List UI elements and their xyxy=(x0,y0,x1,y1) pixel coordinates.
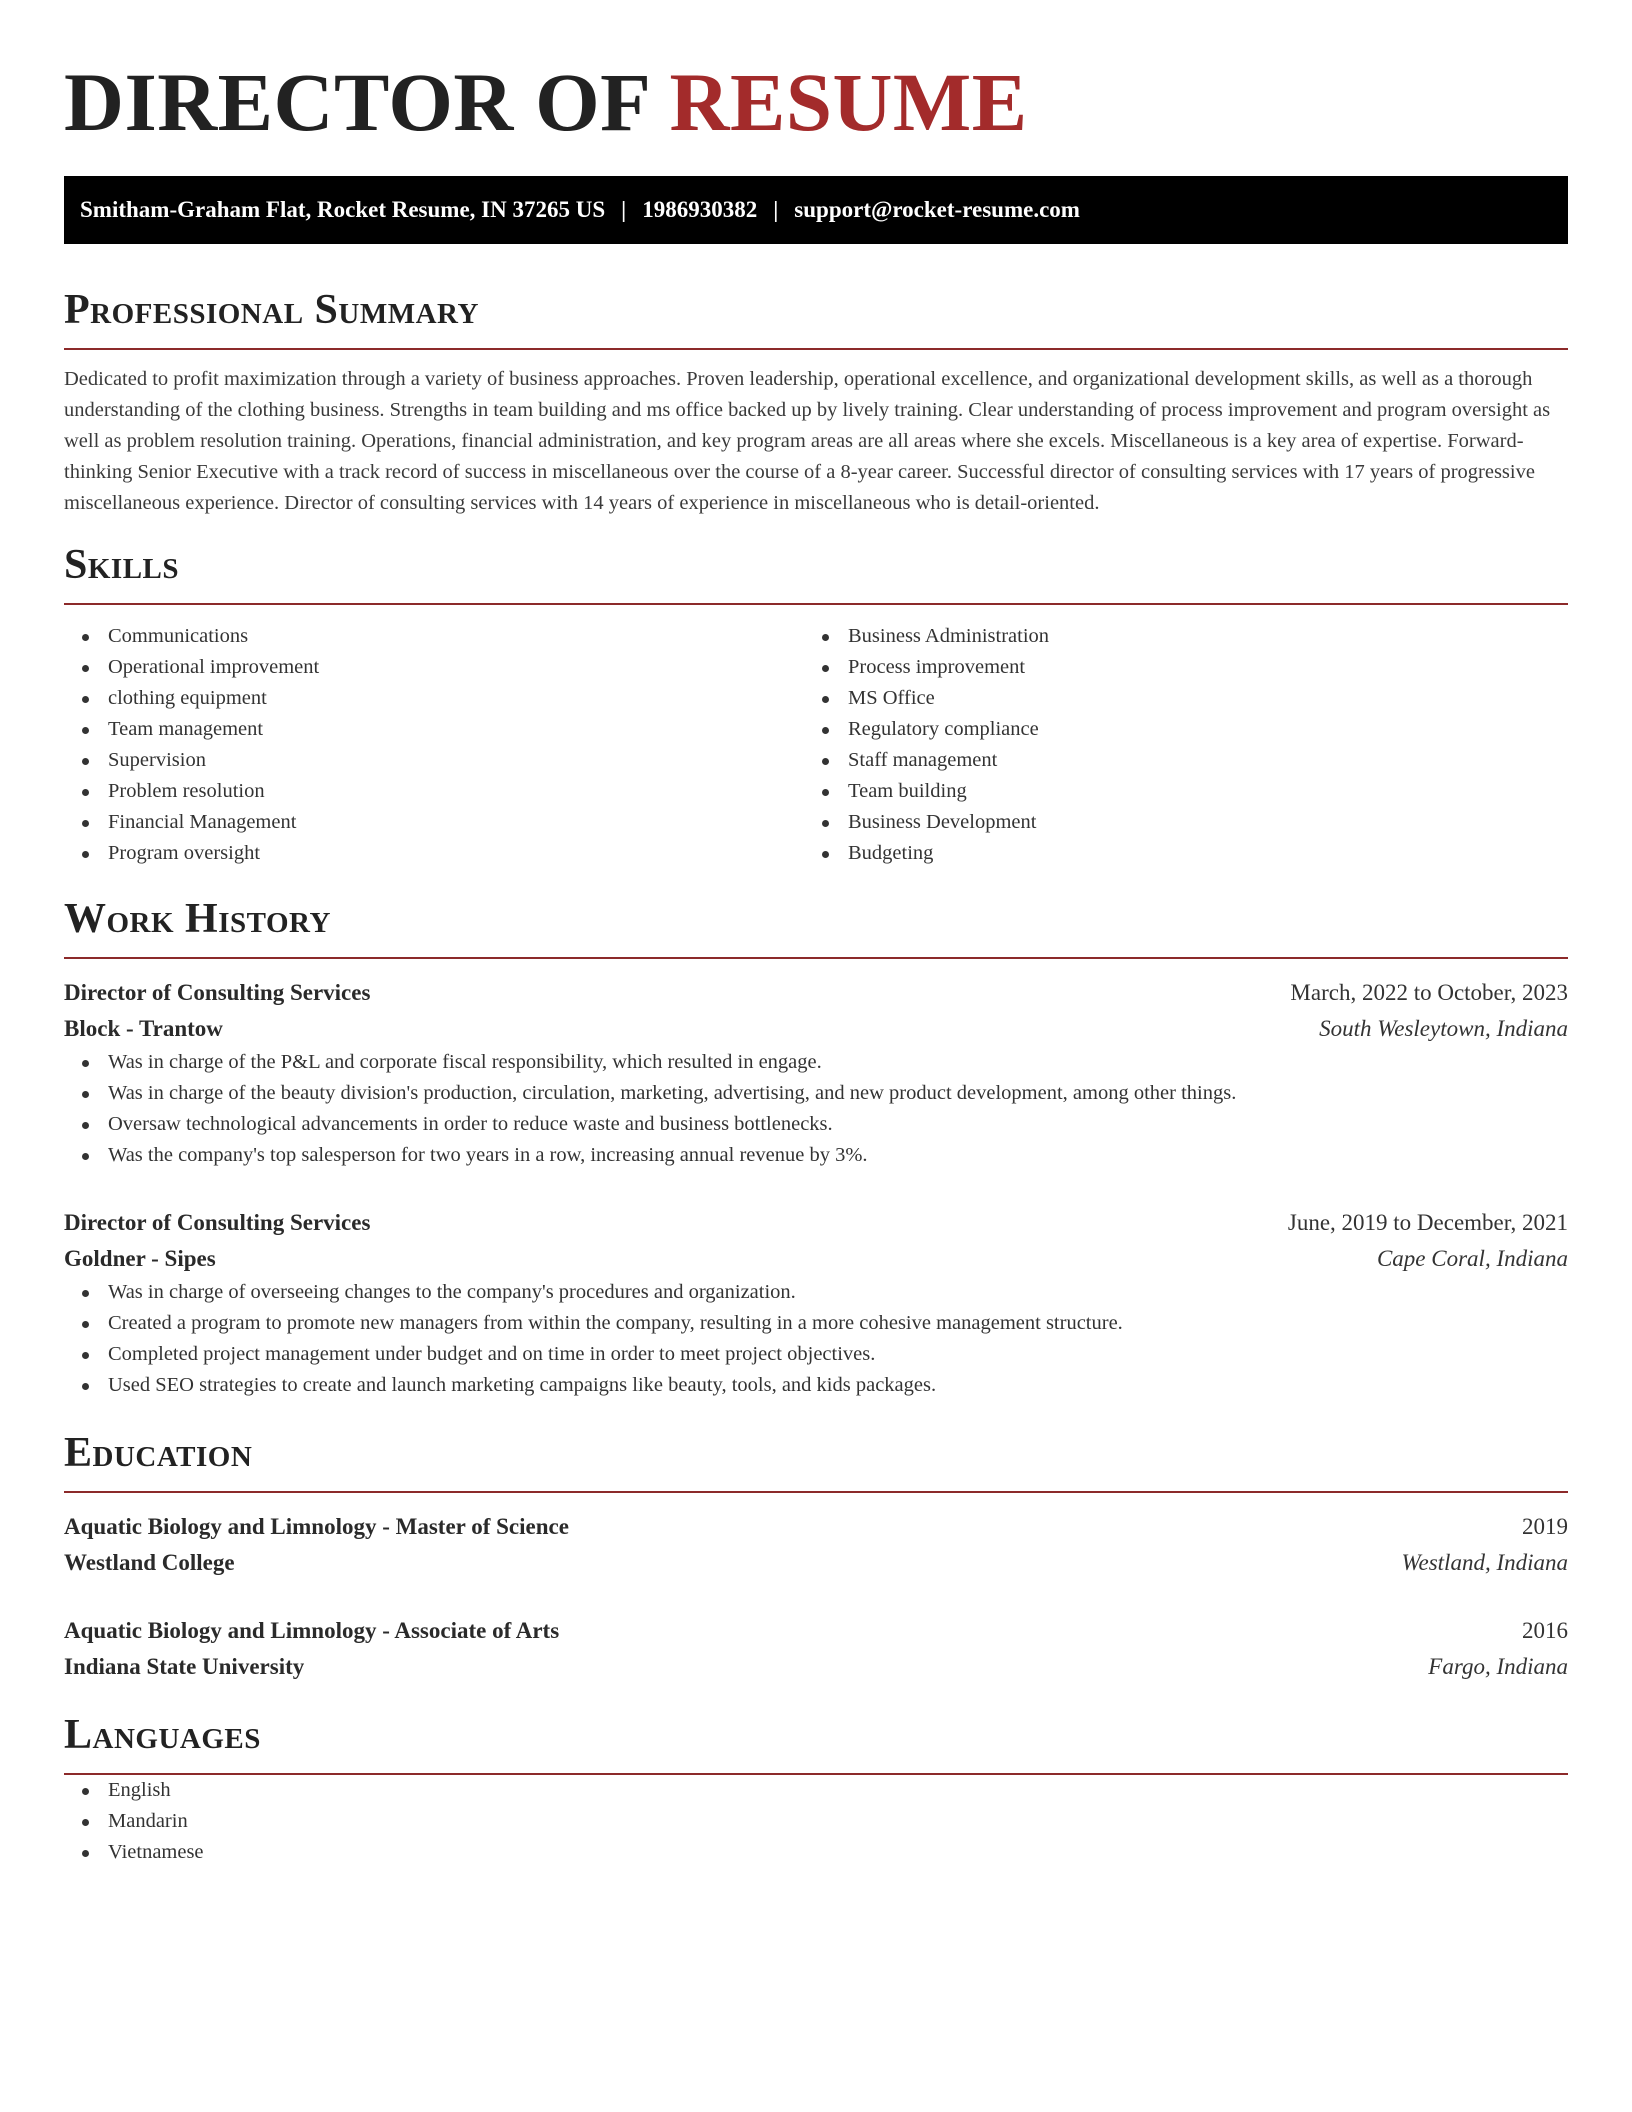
job-bullets xyxy=(64,1277,1568,1401)
job-bullet: Was in charge of the P&L and corporate fiscal responsibility, which resulted in engage. xyxy=(64,1047,1568,1078)
skill-item: Financial Management xyxy=(64,807,804,838)
skill-item: Communications xyxy=(64,621,804,652)
job-location: Cape Coral, Indiana xyxy=(1376,1246,1568,1271)
job-company-row xyxy=(64,1241,1568,1277)
skill-item: Business Administration xyxy=(804,621,1544,652)
job-location: South Wesleytown, Indiana xyxy=(1319,1016,1568,1041)
skill-item: Program oversight xyxy=(64,838,804,869)
job-company-row xyxy=(64,1011,1568,1047)
contact-email: support@rocket-resume.com xyxy=(794,197,1080,222)
education-degree: Aquatic Biology and Limnology - Associate of Arts xyxy=(64,1618,560,1643)
summary-section xyxy=(64,286,1568,519)
education-section xyxy=(64,1429,1568,1685)
resume-name xyxy=(64,52,1568,152)
language-item: Vietnamese xyxy=(64,1837,1568,1868)
skill-item: Regulatory compliance xyxy=(804,714,1544,745)
skill-item: Process improvement xyxy=(804,652,1544,683)
contact-phone: 1986930382 xyxy=(642,197,758,222)
language-item: English xyxy=(64,1775,1568,1806)
contact-separator: | xyxy=(773,197,779,222)
job-bullet: Was in charge of the beauty division's production, circulation, marketing, advertising, and new product development, among other things. xyxy=(64,1078,1568,1109)
education-school-row xyxy=(64,1545,1568,1581)
job-entry xyxy=(64,1205,1568,1401)
contact-separator: | xyxy=(621,197,627,222)
section-title-languages: Languages xyxy=(64,1712,261,1758)
education-degree-row xyxy=(64,1509,1568,1545)
skill-item: Staff management xyxy=(804,745,1544,776)
job-header-row xyxy=(64,975,1568,1011)
job-dates: June, 2019 to December, 2021 xyxy=(1287,1210,1568,1235)
section-divider xyxy=(64,603,1568,605)
education-year: 2016 xyxy=(1522,1618,1568,1643)
job-dates: March, 2022 to October, 2023 xyxy=(1290,980,1568,1005)
job-bullet: Was in charge of overseeing changes to the company's procedures and organization. xyxy=(64,1277,1568,1308)
contact-bar xyxy=(64,176,1568,244)
section-title-skills: Skills xyxy=(64,542,180,588)
education-year: 2019 xyxy=(1522,1514,1568,1539)
skills-list-right xyxy=(804,621,1544,869)
languages-section xyxy=(64,1711,1568,1868)
education-location: Fargo, Indiana xyxy=(1428,1654,1568,1679)
section-divider xyxy=(64,348,1568,350)
job-bullet: Was the company's top salesperson for two years in a row, increasing annual revenue by 3%. xyxy=(64,1140,1568,1171)
skills-grid xyxy=(64,621,1568,869)
section-divider xyxy=(64,1491,1568,1493)
section-title-education: Education xyxy=(64,1430,253,1476)
name-first: DIRECTOR OF xyxy=(64,56,649,148)
job-position: Director of Consulting Services xyxy=(64,980,371,1005)
section-title-work: Work History xyxy=(64,896,331,942)
skill-item: Business Development xyxy=(804,807,1544,838)
languages-list xyxy=(64,1775,1568,1868)
job-bullets xyxy=(64,1047,1568,1171)
job-entry xyxy=(64,975,1568,1171)
skill-item: Problem resolution xyxy=(64,776,804,807)
job-header-row xyxy=(64,1205,1568,1241)
education-degree-row xyxy=(64,1613,1568,1649)
name-last: RESUME xyxy=(669,56,1028,148)
skills-section xyxy=(64,541,1568,869)
education-degree: Aquatic Biology and Limnology - Master of Science xyxy=(64,1514,569,1539)
skill-item: clothing equipment xyxy=(64,683,804,714)
job-bullet: Oversaw technological advancements in order to reduce waste and business bottlenecks. xyxy=(64,1109,1568,1140)
skill-item: Team building xyxy=(804,776,1544,807)
work-section xyxy=(64,895,1568,1401)
skill-item: Supervision xyxy=(64,745,804,776)
education-location: Westland, Indiana xyxy=(1401,1550,1568,1575)
section-title-summary: Professional Summary xyxy=(64,287,479,333)
skills-list-left xyxy=(64,621,804,869)
language-item: Mandarin xyxy=(64,1806,1568,1837)
contact-address: Smitham-Graham Flat, Rocket Resume, IN 37265 US xyxy=(80,197,606,222)
job-bullet: Created a program to promote new managers from within the company, resulting in a more cohesive management structure. xyxy=(64,1308,1568,1339)
skill-item: Budgeting xyxy=(804,838,1544,869)
education-entry xyxy=(64,1509,1568,1581)
job-bullet: Used SEO strategies to create and launch marketing campaigns like beauty, tools, and kids packages. xyxy=(64,1370,1568,1401)
job-position: Director of Consulting Services xyxy=(64,1210,371,1235)
job-company: Goldner - Sipes xyxy=(64,1246,216,1271)
skill-item: Operational improvement xyxy=(64,652,804,683)
section-divider xyxy=(64,957,1568,959)
education-school: Westland College xyxy=(64,1550,235,1575)
job-company: Block - Trantow xyxy=(64,1016,223,1041)
education-entry xyxy=(64,1613,1568,1685)
skill-item: MS Office xyxy=(804,683,1544,714)
education-school: Indiana State University xyxy=(64,1654,305,1679)
summary-text: Dedicated to profit maximization through a variety of business approaches. Proven leadership, operational excellence, and organizational development skills, as well as a thorough understanding of the clothing business. Strengths in team building and ms office backed up by lively training. Clear understanding of process improvement and program oversight as well as problem resolution training. Operations, financial administration, and key program areas are all areas where she excels. Miscellaneous is a key area of expertise. Forward-thinking Senior Executive with a track record of success in miscellaneous over the course of a 8-year career. Successful director of consulting services with 17 years of progressive miscellaneous experience. Director of consulting services with 14 years of experience in miscellaneous who is detail-oriented. xyxy=(64,368,1551,514)
education-school-row xyxy=(64,1649,1568,1685)
skill-item: Team management xyxy=(64,714,804,745)
job-bullet: Completed project management under budget and on time in order to meet project objectives. xyxy=(64,1339,1568,1370)
